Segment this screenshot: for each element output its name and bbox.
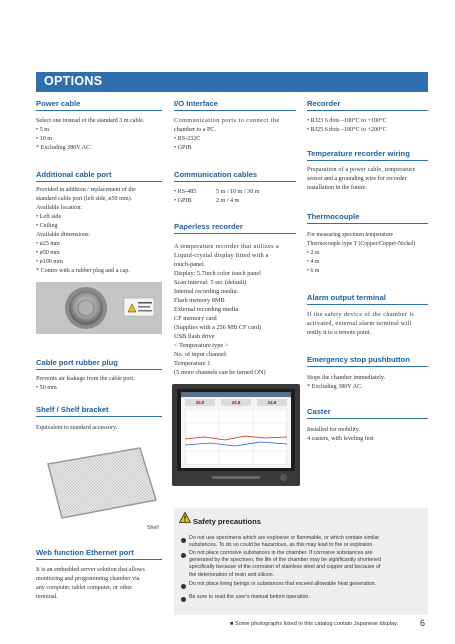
communication-cables-text [174,188,260,206]
safety-item-4: Be sure to read the user's manual before operation. [189,594,310,600]
thermocouple-text: For measuring specimen temperature Thermocouple type T (Copper/Copper-Nickel) • 2 m • 4 m • 6 m [307,232,416,274]
shelf-photo [36,446,162,522]
emergency-stop-text: Stops the chamber immediately. * Excluding 380V AC. [307,375,386,390]
cable-port-photo [36,282,162,334]
io-interface-text: Communication ports to connect the chamber to a PC. • RS-232C • GPIB [174,118,280,151]
power-cable-text: Select one instead of the standard 3 m cable. • 5 m • 10 m * Excluding 380V AC. [36,118,145,151]
comm-row-rs485: • RS-485 5 m / 10 m / 30 m [174,189,260,195]
io-interface-heading: I/O Interface [174,99,296,111]
footer-note: ■ Some photographs listed in this catalog contain Japanese display. [230,621,399,627]
shelf-bracket-text: Equivalent to standard accessory. [36,425,118,431]
cable-port-rubber-plug-heading: Cable port rubber plug [36,358,162,370]
options-title: OPTIONS [44,74,103,88]
shelf-caption: Shelf [147,525,159,531]
emergency-stop-heading: Emergency stop pushbutton [307,355,428,367]
safety-title: Safety precautions [193,517,261,526]
safety-item-3: Do not place living beings or substances that exceed allowable heat generation. [189,581,376,587]
paperless-recorder-text: A temperature recorder that utilizes a Liquid-crystal display fitted with a touch-panel. Display: 5.7inch color touch panel Scan interval: 5 sec (default) Internal recording media: Flash memory 8MB External recording media: CF memory card (Supplies with a 256 MB CF card) USB flash drive < Temperature type > No. of input channel: Temperature 1 (5 more channels can be turned ON) [174,243,279,376]
thermocouple-heading: Thermocouple [307,212,428,224]
safety-bullet-icon [181,553,186,558]
screen-trend-graph [185,409,287,465]
paperless-recorder-heading: Paperless recorder [174,222,296,234]
recorder-device-photo [172,384,300,486]
additional-cable-port-heading: Additional cable port [36,170,162,182]
caster-text: Installed for mobility. 4 casters, with leveling feet [307,427,374,442]
web-function-heading: Web function Ethernet port [36,548,162,560]
power-cable-heading: Power cable [36,99,162,111]
recorder-text: • RJ23 6 dots –100°C to +100°C • RJ25 6 dots –100°C to +200°C [307,118,387,133]
screen-value-3: 24.6 [257,399,287,406]
safety-bullet-icon [181,597,186,602]
web-function-text: It is an embedded server solution that allows monitoring and programming chamber via any computer, tablet computer, or other terminal. [36,567,145,600]
safety-item-2: Do not place corrosive substances in the chamber. If corrosive substances are generated by the specimen, the life of the chamber may be significantly shortened specifically because of the corrosion of stainless steel and copper and because of the deterioration of resin and silicon. [189,550,381,578]
safety-bullet-icon [181,538,186,543]
safety-item-1: Do not use specimens which are explosive or flammable, or which contain similar substances. To do so could be hazardous, as this may lead to fire or explosion. [189,535,380,549]
shelf-bracket-heading: Shelf / Shelf bracket [36,405,162,417]
alarm-output-text: If the safety device of the chamber is activated, external alarm terminal will notify it to a remote point. [307,312,415,336]
caster-heading: Caster [307,407,428,419]
additional-cable-port-text: Provided in addition / replacement of the standard cable port (left side, ø50 mm). Available location: • Left side • Ceiling Available dimensions: • ø25 mm • ø50 mm • ø100 mm * Comes with a rubber plug and a cap. [36,187,136,274]
screen-value-1: 25.0 [185,399,215,406]
power-button-icon [280,474,287,481]
comm-row-gpib: • GPIB 2 m / 4 m [174,198,240,204]
safety-bullet-icon [181,584,186,589]
screen-value-2: 24.8 [221,399,251,406]
page-number: 6 [420,618,426,628]
cable-port-rubber-plug-text: Prevents air leakage from the cable port. • 50 mm [36,376,135,391]
temp-recorder-wiring-heading: Temperature recorder wiring [307,149,428,161]
temp-recorder-wiring-text: Preparation of a power cable, temperature sensor and a grounding wire for recorder installation in the future. [307,167,416,191]
recorder-screen [181,392,291,468]
communication-cables-heading: Communication cables [174,170,296,182]
recorder-heading: Recorder [307,99,428,111]
alarm-output-heading: Alarm output terminal [307,293,428,305]
warning-icon [179,512,191,523]
